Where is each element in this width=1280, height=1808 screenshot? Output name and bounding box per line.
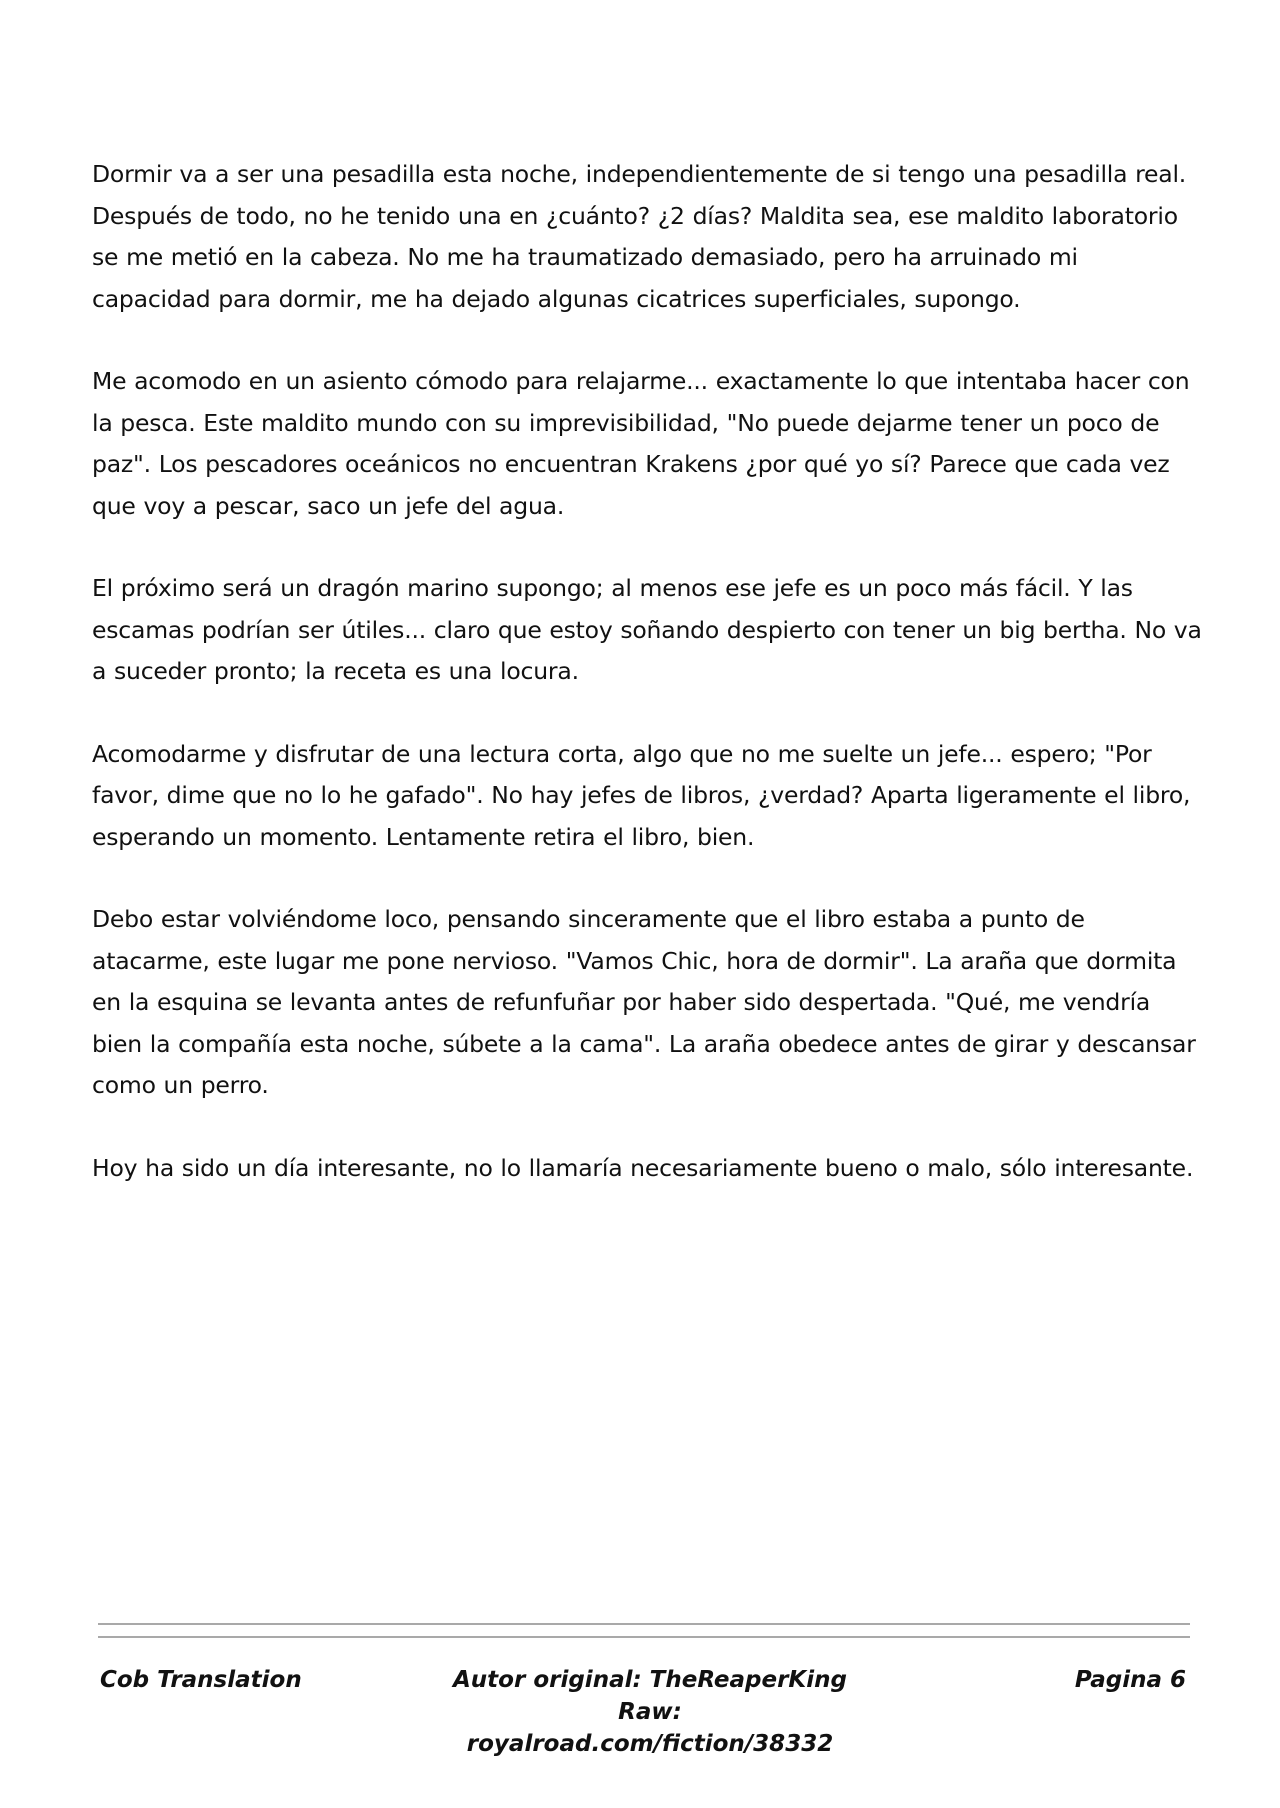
paragraph: Debo estar volviéndome loco, pensando sinceramente que el libro estaba a punto de atacarme, este lugar me pone nervioso. "Vamos Chic, hora de dormir". La araña que dormita en la esquina se levanta antes de refunfuñar por haber sido despertada. "Qué, me vendría bien la compañía esta noche, súbete a la cama". La araña obedece antes de girar y descansar como un perro. <box>92 905 1196 1099</box>
body-text <box>92 154 1202 1230</box>
footer-source: Raw: royalroad.com/fiction/38332 <box>466 1699 834 1757</box>
paragraph: El próximo será un dragón marino supongo; al menos ese jefe es un poco más fácil. Y las escamas podrían ser útiles... claro que estoy soñando despierto con tener un big bertha. No va a suceder pronto; la receta es una locura. <box>92 574 1202 685</box>
footer-divider-top <box>98 1623 1190 1625</box>
paragraph: Dormir va a ser una pesadilla esta noche, independientemente de si tengo una pesadilla real. Después de todo, no he tenido una en ¿cuánto? ¿2 días? Maldita sea, ese maldito laboratorio se me metió en la cabeza. No me ha traumatizado demasiado, pero ha arruinado mi capacidad para dormir, me ha dejado algunas cicatrices superficiales, supongo. <box>92 160 1187 313</box>
footer-author: Autor original: TheReaperKing <box>453 1667 847 1693</box>
footer-translator: Cob Translation <box>100 1667 302 1693</box>
footer-divider-bottom <box>98 1636 1190 1638</box>
paragraph: Me acomodo en un asiento cómodo para relajarme... exactamente lo que intentaba hacer con la pesca. Este maldito mundo con su imprevisibilidad, "No puede dejarme tener un poco de paz". Los pescadores oceánicos no encuentran Krakens ¿por qué yo sí? Parece que cada vez que voy a pescar, saco un jefe del agua. <box>92 367 1190 520</box>
footer-credits <box>440 1664 860 1760</box>
paragraph: Acomodarme y disfrutar de una lectura corta, algo que no me suelte un jefe... espero; "Por favor, dime que no lo he gafado". No hay jefes de libros, ¿verdad? Aparta ligeramente el libro, esperando un momento. Lentamente retira el libro, bien. <box>92 739 1191 851</box>
paragraph: Hoy ha sido un día interesante, no lo llamaría necesariamente bueno o malo, sólo interesante. <box>92 1153 1194 1182</box>
footer-page-number: Pagina 6 <box>1074 1667 1186 1693</box>
